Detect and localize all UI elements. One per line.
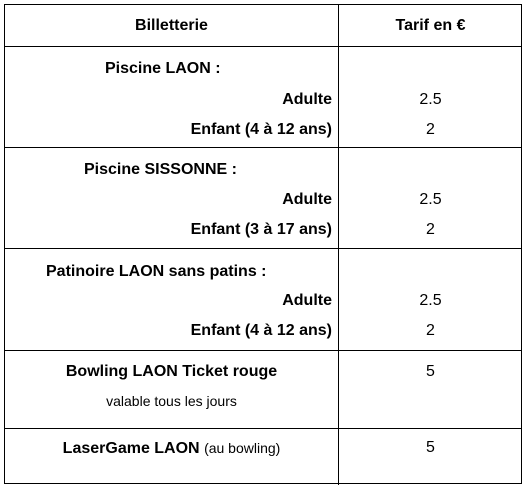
line-price: 2 bbox=[426, 221, 435, 238]
line-label: Enfant (4 à 12 ans) bbox=[190, 121, 332, 138]
lasergame-title: LaserGame LAON bbox=[62, 440, 200, 457]
line-label: Adulte bbox=[282, 292, 332, 309]
lasergame-note: (au bowling) bbox=[204, 440, 281, 456]
header-billetterie: Billetterie bbox=[135, 17, 208, 34]
line-label: Adulte bbox=[282, 91, 332, 108]
section-title: Piscine SISSONNE : bbox=[84, 161, 237, 178]
line-price: 2.5 bbox=[419, 91, 442, 108]
table-row-lasergame bbox=[5, 429, 521, 485]
line-label: Enfant (4 à 12 ans) bbox=[190, 322, 332, 339]
price-table bbox=[4, 4, 522, 484]
line-price: 2 bbox=[426, 121, 435, 138]
lasergame-price: 5 bbox=[426, 439, 435, 456]
section-title: Piscine LAON : bbox=[105, 60, 221, 77]
line-label: Enfant (3 à 17 ans) bbox=[190, 221, 332, 238]
header-tarif: Tarif en € bbox=[395, 17, 466, 34]
line-price: 2.5 bbox=[419, 292, 442, 309]
table-row-piscine-sissonne bbox=[5, 148, 521, 249]
bowling-title: Bowling LAON Ticket rouge bbox=[65, 363, 278, 380]
line-label: Adulte bbox=[282, 191, 332, 208]
bowling-price: 5 bbox=[426, 363, 435, 380]
line-price: 2.5 bbox=[419, 191, 442, 208]
lasergame-cell bbox=[5, 438, 338, 459]
table-row-piscine-laon bbox=[5, 47, 521, 148]
bowling-subtitle: valable tous les jours bbox=[106, 393, 237, 409]
table-row-patinoire-laon bbox=[5, 249, 521, 351]
line-price: 2 bbox=[426, 322, 435, 339]
section-title: Patinoire LAON sans patins : bbox=[46, 263, 267, 280]
table-row-bowling bbox=[5, 351, 521, 429]
table-header-row bbox=[5, 5, 521, 47]
